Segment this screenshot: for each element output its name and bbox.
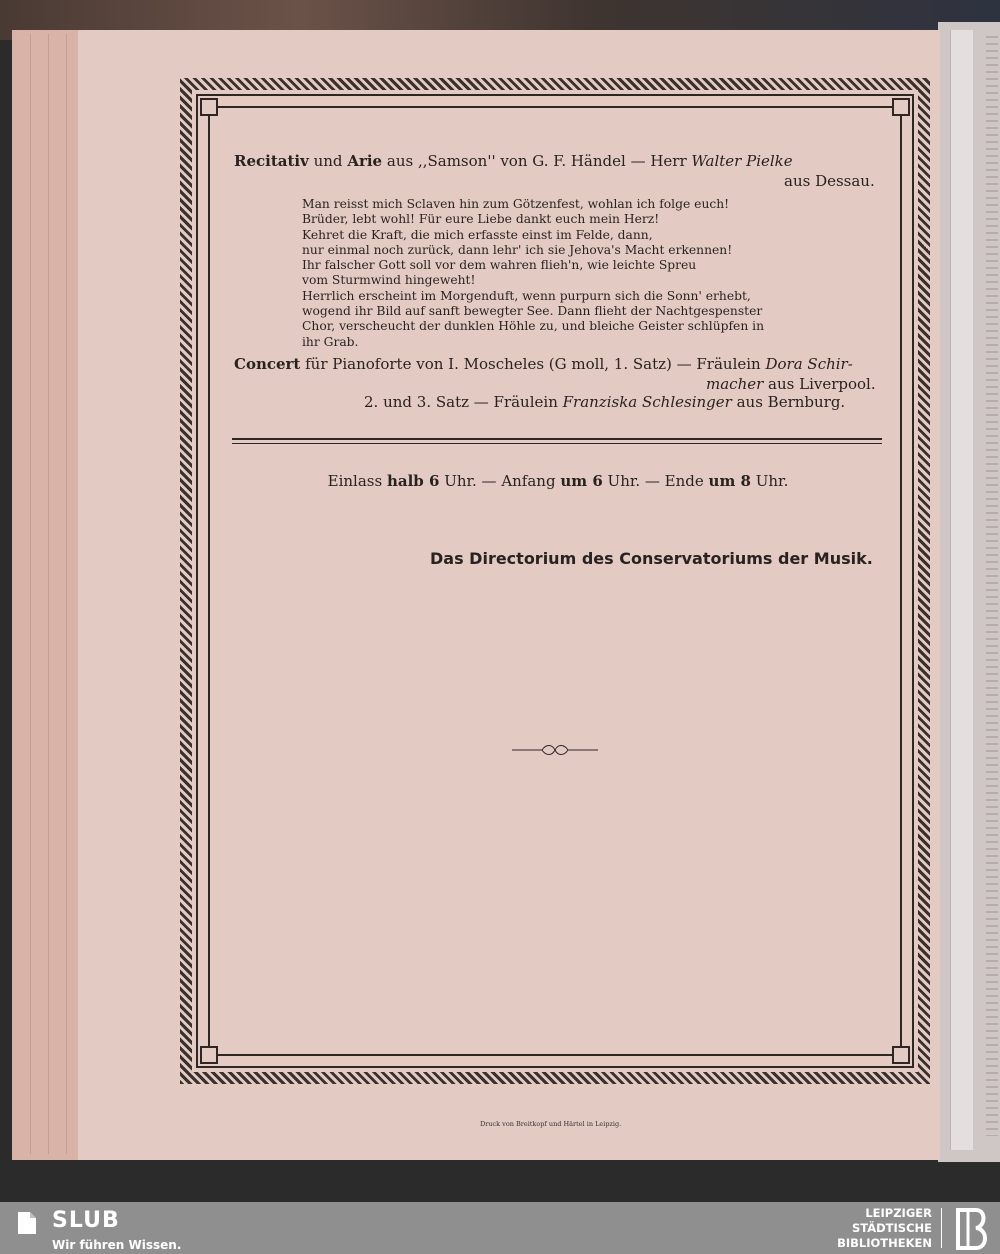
- signature-directorium: Das Directorium des Conservatoriums der Musik.: [430, 549, 873, 568]
- lyric-line: Kehret die Kraft, die mich erfasste einst im Felde, dann,: [302, 227, 653, 242]
- performer-name: Dora Schir-: [765, 355, 853, 373]
- performer-origin: aus Liverpool.: [763, 375, 876, 393]
- library-name-line: BIBLIOTHEKEN: [837, 1236, 932, 1250]
- concert-text: für Pianoforte von I. Moscheles (G moll, 1. Satz) — Fräulein: [300, 355, 766, 373]
- flourish-ornament: [512, 744, 598, 756]
- printer-imprint: Druck von Breitkopf und Härtel in Leipzig.: [480, 1120, 622, 1128]
- schedule-text: Uhr. — Anfang: [439, 472, 561, 490]
- schedule-time: um 6: [560, 472, 603, 490]
- corner-ornament: [892, 1046, 910, 1064]
- lyric-line: Herrlich erscheint im Morgenduft, wenn purpurn sich die Sonn' erhebt,: [302, 288, 751, 303]
- schedule-text: Einlass: [327, 472, 387, 490]
- performer-name: Walter Pielke: [691, 152, 793, 170]
- corner-ornament: [892, 98, 910, 116]
- corner-ornament: [200, 1046, 218, 1064]
- slub-tagline: Wir führen Wissen.: [52, 1238, 182, 1252]
- schedule-text: Uhr.: [750, 472, 789, 490]
- lyric-line: wogend ihr Bild auf sanft bewegter See. Dann flieht der Nachtgespenster: [302, 304, 763, 319]
- schedule-line: [234, 472, 882, 490]
- lyric-line: Chor, verscheucht der dunklen Höhle zu, und bleiche Geister schlüpfen in: [302, 319, 764, 334]
- performer-origin: aus Bernburg.: [731, 393, 846, 411]
- footer-separator: [941, 1208, 942, 1248]
- library-name-line: LEIPZIGER: [865, 1206, 932, 1220]
- library-name-line: STÄDTISCHE: [851, 1221, 932, 1235]
- lyrics-block: [302, 197, 862, 350]
- concert-line-3: [364, 393, 845, 411]
- performer-origin: aus Dessau.: [784, 172, 875, 190]
- heading-text: aus ,,Samson'' von G. F. Händel — Herr: [382, 152, 692, 170]
- divider-rule: [232, 443, 882, 444]
- scan-ruler: [986, 36, 998, 1136]
- arie-label: Arie: [347, 152, 383, 170]
- lyric-line: Man reisst mich Sclaven hin zum Götzenfest, wohlan ich folge euch!: [302, 197, 730, 211]
- lyric-line: vom Sturmwind hingeweht!: [302, 273, 476, 288]
- lyric-line: Ihr falscher Gott soll vor dem wahren flieh'n, wie leichte Spreu: [302, 258, 697, 273]
- lyric-line: ihr Grab.: [302, 334, 359, 349]
- divider-rule: [232, 438, 882, 440]
- schedule-time: um 8: [708, 472, 751, 490]
- concert-line-2: [706, 375, 876, 393]
- concert-line: [234, 355, 853, 373]
- corner-ornament: [200, 98, 218, 116]
- slub-name: SLUB: [52, 1208, 120, 1233]
- page-stack-line: [66, 34, 67, 1154]
- page-stack-line: [30, 34, 31, 1154]
- schedule-time: halb 6: [386, 472, 440, 490]
- heading-text: und: [308, 152, 348, 170]
- page-stack-line: [48, 34, 49, 1154]
- schedule-text: Uhr. — Ende: [602, 472, 709, 490]
- lyric-line: nur einmal noch zurück, dann lehr' ich sie Jehova's Macht erkennen!: [302, 242, 733, 257]
- library-name: [820, 1206, 932, 1251]
- lyric-line: Brüder, lebt wohl! Für eure Liebe dankt euch mein Herz!: [302, 212, 660, 227]
- performer-name: Franziska Schlesinger: [562, 393, 732, 411]
- slub-logo-icon: [12, 1208, 42, 1238]
- concert-movement: 2. und 3. Satz — Fräulein: [364, 393, 563, 411]
- library-logo-icon: [950, 1206, 994, 1252]
- recitativ-label: Recitativ: [234, 152, 309, 170]
- concert-label: Concert: [234, 355, 301, 373]
- right-page-edge: [950, 30, 973, 1150]
- performer-name-cont: macher: [706, 375, 764, 393]
- recitativ-heading: [234, 152, 882, 170]
